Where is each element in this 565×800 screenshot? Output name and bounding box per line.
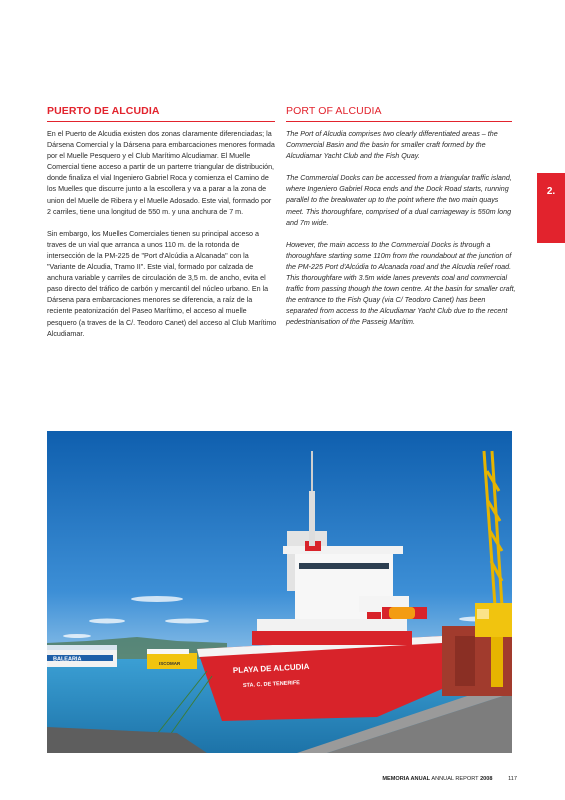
ship-port: STA. C. DE TENERIFE [242, 680, 301, 689]
body-column-spanish [47, 129, 277, 351]
chapter-tab [537, 173, 565, 243]
footer-report-english: ANNUAL REPORT [431, 776, 479, 782]
cargo-ship-illustration [47, 431, 512, 753]
harbor-photo [47, 431, 512, 753]
chapter-number: 2. [546, 186, 556, 197]
paragraph: However, the main access to the Commercial Docks is through a thoroughfare starting some 110m from the roundabout at the junction of the PM-225 Port d'Alcúdia to Alcanada road and the Alcudia relief road. This thoroughfare with 3.5m wide lanes prevents coal and commercial traffic from passing though the town centre. At the basin for smaller craft, the entrance to the Fish Quay (via C/ Teodoro Canet) has been separated from access to the Alcudiamar Yacht Club due to the recent pedestrianisation of the Passeig Marítim. [286, 240, 516, 327]
ferry [47, 645, 117, 667]
section-heading-spanish: PUERTO DE ALCUDIA [47, 105, 160, 117]
footer-report-spanish: MEMORIA ANUAL [382, 776, 431, 782]
paragraph: The Port of Alcudia comprises two clearly differentiated areas – the Commercial Basin and the basin for smaller craft formed by the Alcudiamar Yacht Club and the Fish Quay. [286, 130, 498, 161]
heading-rule-english [286, 121, 512, 122]
paragraph: The Commercial Docks can be accessed from a triangular traffic island, where Ingeniero Gabriel Roca ends and the Dock Road starts, running parallel to the breakwater up to the point where the two main quays meet. This thoroughfare, comprised of a dual carriageway is 550m long and 7m wide. [286, 174, 512, 227]
paragraph: Sin embargo, los Muelles Comerciales tienen su principal acceso a traves de un vial que arranca a unos 110 m. de la rotonda de intersección de la PM-225 de "Port d'Alcúdia a Alcanada" con la "Variante de Alcudia, Tramo II". Este vial, formado por calzada de anchura variable y carriles de circulación de 3,5 m. de ancho, evita el paso directo del tráfico de carbón y mercantil del núcleo urbano. En la Dársena para embarcaciones menores se diferencia, a raíz de la reciente peatonización del Paseo Marítimo, el acceso al muelle pesquero (a traves de la C/. Teodoro Canet) del acceso al Club Marítimo Alcudiamar. [47, 229, 277, 338]
ferry-label: BALEARIA [53, 656, 82, 663]
footer-year: 2008 [480, 776, 493, 782]
page-number: 117 [508, 776, 517, 782]
paragraph: En el Puerto de Alcudia existen dos zonas claramente diferenciadas; la Dársena Comercial y la Dársena para embarcaciones menores formada por el Muelle Pesquero y el Club Marítimo Alcudiamar. El Muelle Comercial tiene acceso a partir de un parterre triangular de distribución, donde finaliza el vial Ingeniero Gabriel Roca y comienza el Camino de los Muelles que discurre junto a la escollera y va a parar a la zona de union del Muelle de Ribera y el Muelle Adosado. Este vial, formado por 2 carriles, tiene una longitud de 550 m. y una anchura de 7 m. [47, 130, 275, 216]
lifeboat [389, 607, 415, 619]
heading-rule-spanish [47, 121, 275, 122]
body-column-english [286, 129, 516, 340]
ship-name: PLAYA DE ALCUDIA [232, 662, 310, 675]
yellow-boat-label: ISCOMAR [159, 661, 181, 666]
page-footer [382, 776, 517, 782]
section-heading-english: PORT OF ALCUDIA [286, 105, 382, 117]
